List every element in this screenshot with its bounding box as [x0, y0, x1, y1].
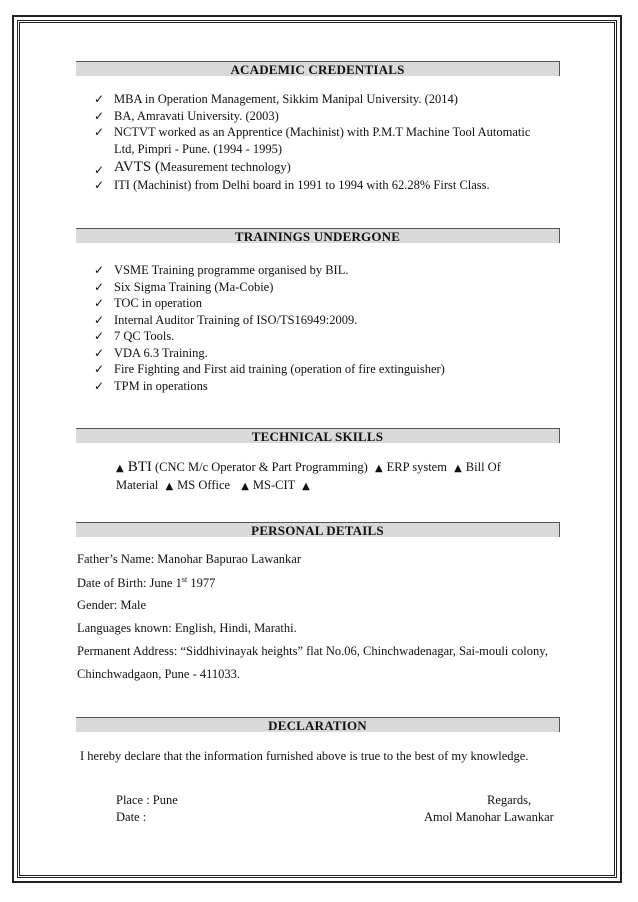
list-item: ✓ Six Sigma Training (Ma-Cobie): [94, 279, 274, 294]
checkmark-icon: ✓: [94, 108, 105, 123]
arrow-up-icon: ▲: [302, 481, 310, 492]
checkmark-icon: ✓: [94, 345, 105, 360]
arrow-up-icon: ▲: [165, 481, 174, 492]
arrow-up-icon: ▲: [116, 463, 124, 474]
technical-heading: TECHNICAL SKILLS: [76, 428, 560, 443]
checkmark-icon: ✓: [94, 378, 105, 393]
checkmark-icon: ✓: [94, 263, 105, 277]
date: Date :: [116, 810, 147, 824]
address-line-1: Permanent Address: “Siddhivinayak heights” flat No.06, Chinchwadenagar, Sai-mouli colony,: [77, 644, 548, 658]
address-line-2: Chinchwadgaon, Pune - 411033.: [77, 667, 241, 681]
list-item: ✓ AVTS (Measurement technology): [94, 157, 530, 177]
list-item: ✓ TOC in operation: [94, 296, 202, 310]
list-item: ✓ BA, Amravati University. (2003): [94, 108, 279, 123]
list-item: ✓ ITI (Machinist) from Delhi board in 1991 to 1994 with 62.28% First Class.: [94, 178, 490, 192]
checkmark-icon: ✓: [94, 329, 105, 343]
father-name: Father’s Name: Manohar Bapurao Lawankar: [77, 552, 301, 566]
arrow-up-icon: ▲: [454, 463, 462, 474]
checkmark-icon: ✓: [94, 362, 105, 376]
place: Place : Pune: [116, 793, 178, 807]
checkmark-icon: ✓: [94, 92, 105, 106]
personal-heading: PERSONAL DETAILS: [76, 522, 560, 537]
list-item: ✓ Internal Auditor Training of ISO/TS16949:2009.: [94, 312, 358, 327]
languages: Languages known: English, Hindi, Marathi.: [77, 621, 297, 635]
academic-heading: ACADEMIC CREDENTIALS: [76, 61, 560, 76]
date-of-birth: Date of Birth: June 1st 1977: [77, 575, 216, 591]
regards: Regards,: [487, 793, 532, 807]
trainings-list: [94, 262, 445, 394]
checkmark-icon: ✓: [94, 178, 105, 192]
checkmark-icon: ✓: [94, 279, 105, 294]
declaration-heading: DECLARATION: [76, 717, 560, 732]
checkmark-icon: ✓: [94, 163, 105, 177]
list-item: ✓ Fire Fighting and First aid training (operation of fire extinguisher): [94, 362, 445, 376]
checkmark-icon: ✓: [94, 312, 105, 327]
declaration-text: I hereby declare that the information furnished above is true to the best of my knowledge.: [80, 749, 529, 763]
list-item: ✓ NCTVT worked as an Apprentice (Machinist) with P.M.T Machine Tool Automatic Ltd, Pimpri - Pune. (1994 - 1995): [94, 125, 531, 156]
arrow-up-icon: ▲: [374, 463, 383, 474]
checkmark-icon: ✓: [94, 125, 105, 139]
academic-list: [94, 91, 530, 194]
checkmark-icon: ✓: [94, 296, 105, 310]
list-item: ✓ VDA 6.3 Training.: [94, 345, 208, 360]
technical-skills-text: ▲ BTI (CNC M/c Operator & Part Programming) ▲ ERP system ▲ Bill Of Material ▲ MS Office ▲ MS-CIT ▲: [116, 459, 501, 492]
list-item: ✓ VSME Training programme organised by BIL.: [94, 263, 349, 277]
list-item: ✓ TPM in operations: [94, 378, 208, 393]
arrow-up-icon: ▲: [241, 481, 249, 492]
trainings-heading: TRAININGS UNDERGONE: [76, 228, 560, 243]
gender: Gender: Male: [77, 598, 147, 612]
list-item: ✓ 7 QC Tools.: [94, 329, 175, 343]
list-item: ✓ MBA in Operation Management, Sikkim Manipal University. (2014): [94, 92, 458, 106]
signatory-name: Amol Manohar Lawankar: [424, 810, 554, 824]
